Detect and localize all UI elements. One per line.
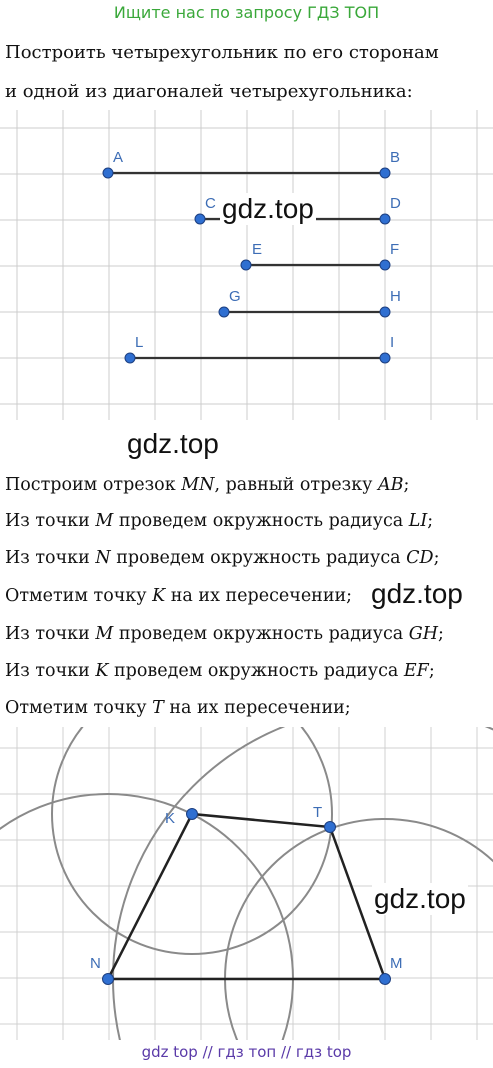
- point-n: [103, 974, 114, 985]
- step-2: Из точки M проведем окружность радиуса LI;: [5, 511, 434, 531]
- circle-m-radius-gh: [225, 819, 493, 1040]
- label-h: H: [390, 288, 401, 305]
- point-g: [219, 307, 229, 317]
- promo-banner: Ищите нас по запросу ГДЗ ТОП: [113, 3, 380, 22]
- label-f: F: [390, 241, 400, 258]
- point-m: [380, 974, 391, 985]
- step-4: Отметим точку K на их пересечении;: [5, 586, 353, 606]
- segment-li: [125, 334, 394, 363]
- point-a: [103, 168, 113, 178]
- segment-ab: [103, 149, 400, 178]
- step-3: Из точки N проведем окружность радиуса CD;: [5, 548, 440, 568]
- circle-n-radius-cd: [0, 794, 293, 1040]
- watermark: gdz.top: [371, 578, 463, 609]
- step-6: Из точки K проведем окружность радиуса EF;: [5, 661, 435, 681]
- point-c: [195, 214, 205, 224]
- point-h: [380, 307, 390, 317]
- label-c: C: [205, 195, 216, 212]
- watermark: gdz.top: [374, 883, 466, 914]
- point-l: [125, 353, 135, 363]
- step-1: Построим отрезок MN, равный отрезку AB;: [5, 475, 410, 495]
- label-i: I: [390, 334, 395, 351]
- segment-ef: [241, 241, 399, 270]
- label-a: A: [113, 149, 124, 166]
- footer-links: gdz top // гдз топ // гдз top: [141, 1043, 352, 1061]
- task-line-2: и одной из диагоналей четырехугольника:: [5, 81, 413, 102]
- point-d: [380, 214, 390, 224]
- label-n: N: [90, 955, 101, 972]
- point-e: [241, 260, 251, 270]
- label-g: G: [229, 288, 241, 305]
- label-l: L: [135, 334, 144, 351]
- point-t: [325, 822, 336, 833]
- step-7: Отметим точку T на их пересечении;: [5, 698, 351, 718]
- segments-figure: [0, 110, 493, 420]
- point-k: [187, 809, 198, 820]
- segment-gh: [219, 288, 401, 317]
- point-f: [380, 260, 390, 270]
- label-e: E: [252, 241, 263, 258]
- label-d: D: [390, 195, 401, 212]
- watermark: gdz.top: [222, 193, 314, 224]
- label-k: K: [165, 810, 176, 827]
- label-t: T: [313, 804, 323, 821]
- watermark: gdz.top: [127, 428, 219, 459]
- point-i: [380, 353, 390, 363]
- label-b: B: [390, 149, 401, 166]
- label-m: M: [390, 955, 403, 972]
- step-5: Из точки M проведем окружность радиуса GH;: [5, 624, 444, 644]
- task-line-1: Построить четырехугольник по его сторонам: [5, 42, 439, 63]
- point-b: [380, 168, 390, 178]
